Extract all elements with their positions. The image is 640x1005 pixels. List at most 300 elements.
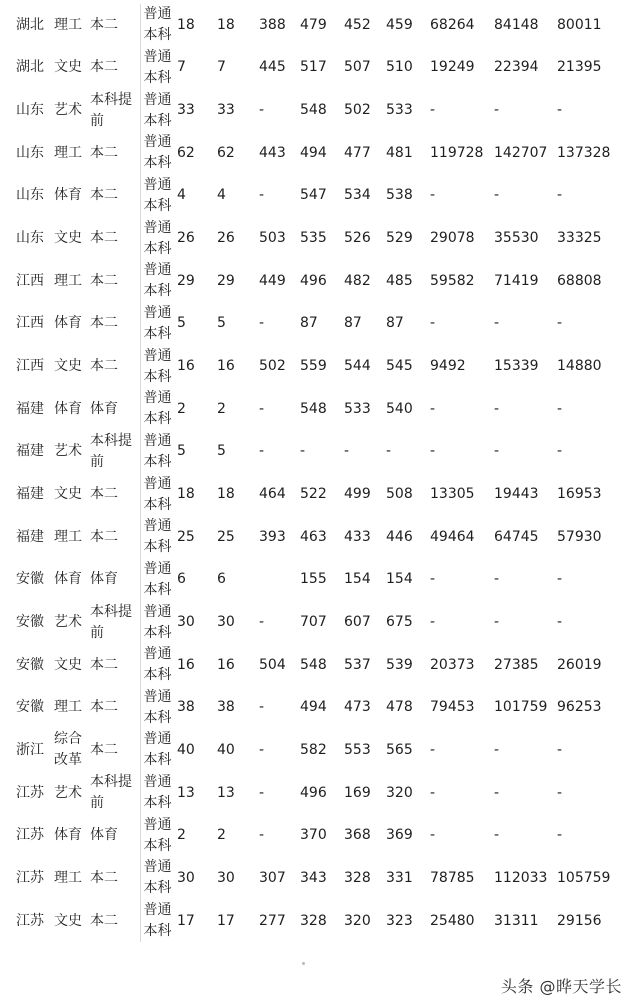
cell-max-score: 707 <box>300 614 327 631</box>
cell-avg-rank: 33325 <box>557 230 602 247</box>
cell-avg-score: 510 <box>386 59 413 76</box>
cell-min-rank: - <box>430 571 436 588</box>
cell-max-rank: 64745 <box>494 528 539 545</box>
cell-enrolled: 16 <box>217 656 235 673</box>
cell-max-score: 517 <box>300 59 327 76</box>
cell-plan: 17 <box>177 912 195 929</box>
cell-min-rank: - <box>430 614 436 631</box>
cell-control-line: 393 <box>259 528 286 545</box>
cell-min-score: 537 <box>344 656 371 673</box>
cell-max-score: 87 <box>300 315 318 332</box>
cell-avg-rank: - <box>557 443 563 460</box>
cell-control-line: 504 <box>259 656 286 673</box>
cell-category: 普通本科 <box>140 345 177 388</box>
cell-control-line: - <box>259 784 265 801</box>
cell-plan: 30 <box>177 869 195 886</box>
cell-subject: 理工 <box>54 869 82 886</box>
cell-category: 普通本科 <box>140 217 177 260</box>
cell-max-rank: 15339 <box>494 358 539 375</box>
cell-subject: 体育 <box>54 571 82 588</box>
cell-avg-rank: 68808 <box>557 272 602 289</box>
cell-avg-score: 478 <box>386 699 413 716</box>
cell-control-line: 464 <box>259 486 286 503</box>
cell-min-rank: 59582 <box>430 272 475 289</box>
cell-batch: 本科提前 <box>90 91 132 129</box>
cell-plan: 30 <box>177 614 195 631</box>
cell-enrolled: 5 <box>217 315 226 332</box>
cell-subject: 艺术 <box>54 102 82 119</box>
cell-batch: 体育 <box>90 571 118 588</box>
cell-category: 普通本科 <box>140 303 177 346</box>
cell-batch: 本二 <box>90 315 118 332</box>
cell-enrolled: 2 <box>217 400 226 417</box>
cell-control-line: 388 <box>259 16 286 33</box>
cell-province: 湖北 <box>16 16 44 33</box>
cell-plan: 26 <box>177 230 195 247</box>
cell-avg-score: 529 <box>386 230 413 247</box>
cell-avg-score: 675 <box>386 614 413 631</box>
cell-min-rank: 20373 <box>430 656 475 673</box>
cell-avg-rank: 29156 <box>557 912 602 929</box>
cell-avg-rank: 96253 <box>557 699 602 716</box>
cell-batch: 本科提前 <box>90 774 132 812</box>
cell-min-rank: - <box>430 827 436 844</box>
cell-min-rank: 49464 <box>430 528 475 545</box>
cell-control-line: - <box>259 102 265 119</box>
cell-max-score: 155 <box>300 571 327 588</box>
cell-subject: 文史 <box>54 486 82 503</box>
cell-province: 安徽 <box>16 699 44 716</box>
cell-max-score: 548 <box>300 656 327 673</box>
cell-avg-rank: - <box>557 784 563 801</box>
cell-province: 福建 <box>16 443 44 460</box>
cell-control-line: 307 <box>259 869 286 886</box>
cell-min-score: 544 <box>344 358 371 375</box>
cell-control-line: - <box>259 400 265 417</box>
cell-max-rank: 27385 <box>494 656 539 673</box>
cell-plan: 18 <box>177 486 195 503</box>
cell-min-rank: 19249 <box>430 59 475 76</box>
cell-max-score: 343 <box>300 869 327 886</box>
cell-batch: 本二 <box>90 486 118 503</box>
cell-subject: 理工 <box>54 528 82 545</box>
cell-enrolled: 18 <box>217 486 235 503</box>
cell-avg-score: 508 <box>386 486 413 503</box>
cell-enrolled: 13 <box>217 784 235 801</box>
table-row <box>0 89 640 132</box>
cell-category: 普通本科 <box>140 4 177 47</box>
cell-min-score: 477 <box>344 144 371 161</box>
cell-province: 福建 <box>16 486 44 503</box>
cell-max-rank: 19443 <box>494 486 539 503</box>
cell-enrolled: 5 <box>217 443 226 460</box>
cell-enrolled: 38 <box>217 699 235 716</box>
cell-control-line: 443 <box>259 144 286 161</box>
cell-province: 山东 <box>16 187 44 204</box>
table-row <box>0 644 640 687</box>
cell-subject: 体育 <box>54 315 82 332</box>
cell-province: 江西 <box>16 272 44 289</box>
cell-min-score: 502 <box>344 102 371 119</box>
table-row <box>0 601 640 644</box>
cell-min-score: 169 <box>344 784 371 801</box>
cell-max-score: 479 <box>300 16 327 33</box>
cell-control-line: 502 <box>259 358 286 375</box>
table-row <box>0 132 640 175</box>
cell-plan: 38 <box>177 699 195 716</box>
cell-max-score: 547 <box>300 187 327 204</box>
table-row <box>0 303 640 346</box>
cell-province: 安徽 <box>16 656 44 673</box>
cell-plan: 7 <box>177 59 186 76</box>
cell-max-score: 548 <box>300 102 327 119</box>
cell-plan: 5 <box>177 315 186 332</box>
cell-max-score: 328 <box>300 912 327 929</box>
cell-enrolled: 2 <box>217 827 226 844</box>
cell-subject: 体育 <box>54 827 82 844</box>
cell-province: 江苏 <box>16 827 44 844</box>
cell-category: 普通本科 <box>140 89 177 132</box>
table-row <box>0 175 640 218</box>
cell-avg-rank: - <box>557 614 563 631</box>
page-dot <box>302 962 305 965</box>
cell-avg-score: 446 <box>386 528 413 545</box>
cell-avg-score: 565 <box>386 741 413 758</box>
table-row <box>0 260 640 303</box>
table-row <box>0 772 640 815</box>
cell-batch: 本二 <box>90 144 118 161</box>
cell-enrolled: 25 <box>217 528 235 545</box>
cell-max-score: - <box>300 443 306 460</box>
cell-max-score: 496 <box>300 272 327 289</box>
cell-min-rank: 9492 <box>430 358 466 375</box>
cell-avg-rank: 26019 <box>557 656 602 673</box>
cell-batch: 本二 <box>90 59 118 76</box>
table-row <box>0 559 640 602</box>
cell-min-rank: 78785 <box>430 869 475 886</box>
cell-province: 江苏 <box>16 784 44 801</box>
cell-batch: 体育 <box>90 827 118 844</box>
cell-min-rank: 119728 <box>430 144 484 161</box>
cell-avg-rank: 16953 <box>557 486 602 503</box>
cell-min-score: - <box>344 443 350 460</box>
cell-min-score: 473 <box>344 699 371 716</box>
cell-category: 普通本科 <box>140 559 177 602</box>
cell-batch: 本二 <box>90 869 118 886</box>
cell-category: 普通本科 <box>140 260 177 303</box>
cell-category: 普通本科 <box>140 900 177 943</box>
cell-plan: 13 <box>177 784 195 801</box>
cell-batch: 本二 <box>90 528 118 545</box>
cell-batch: 本二 <box>90 187 118 204</box>
cell-batch: 本二 <box>90 16 118 33</box>
cell-min-score: 482 <box>344 272 371 289</box>
cell-avg-score: 320 <box>386 784 413 801</box>
table-row <box>0 47 640 90</box>
cell-avg-rank: 21395 <box>557 59 602 76</box>
cell-control-line: - <box>259 827 265 844</box>
cell-max-rank: - <box>494 443 500 460</box>
cell-plan: 62 <box>177 144 195 161</box>
cell-min-score: 533 <box>344 400 371 417</box>
cell-min-score: 433 <box>344 528 371 545</box>
cell-enrolled: 29 <box>217 272 235 289</box>
cell-avg-score: 485 <box>386 272 413 289</box>
cell-plan: 16 <box>177 656 195 673</box>
cell-batch: 本二 <box>90 358 118 375</box>
cell-min-score: 507 <box>344 59 371 76</box>
cell-enrolled: 7 <box>217 59 226 76</box>
cell-max-rank: - <box>494 400 500 417</box>
cell-max-rank: - <box>494 315 500 332</box>
cell-avg-score: 87 <box>386 315 404 332</box>
cell-avg-score: 538 <box>386 187 413 204</box>
cell-min-score: 328 <box>344 869 371 886</box>
cell-enrolled: 33 <box>217 102 235 119</box>
cell-subject: 理工 <box>54 16 82 33</box>
cell-min-rank: - <box>430 784 436 801</box>
cell-control-line: - <box>259 443 265 460</box>
cell-plan: 6 <box>177 571 186 588</box>
cell-avg-rank: - <box>557 400 563 417</box>
cell-avg-score: 545 <box>386 358 413 375</box>
cell-plan: 2 <box>177 827 186 844</box>
cell-max-rank: 101759 <box>494 699 548 716</box>
cell-avg-rank: 105759 <box>557 869 611 886</box>
cell-province: 江苏 <box>16 869 44 886</box>
cell-enrolled: 18 <box>217 16 235 33</box>
cell-province: 浙江 <box>16 741 44 758</box>
cell-avg-score: 369 <box>386 827 413 844</box>
cell-max-rank: 84148 <box>494 16 539 33</box>
cell-max-score: 494 <box>300 144 327 161</box>
cell-max-score: 496 <box>300 784 327 801</box>
cell-max-rank: - <box>494 571 500 588</box>
cell-batch: 体育 <box>90 400 118 417</box>
cell-avg-score: - <box>386 443 392 460</box>
cell-max-score: 559 <box>300 358 327 375</box>
cell-avg-score: 533 <box>386 102 413 119</box>
table-row <box>0 857 640 900</box>
admission-score-table <box>0 4 640 942</box>
cell-min-score: 499 <box>344 486 371 503</box>
cell-avg-score: 459 <box>386 16 413 33</box>
cell-subject: 理工 <box>54 699 82 716</box>
table-row <box>0 4 640 47</box>
cell-batch: 本二 <box>90 912 118 929</box>
cell-max-rank: - <box>494 614 500 631</box>
cell-max-score: 370 <box>300 827 327 844</box>
cell-enrolled: 30 <box>217 614 235 631</box>
cell-batch: 本二 <box>90 230 118 247</box>
cell-min-score: 607 <box>344 614 371 631</box>
cell-subject: 文史 <box>54 230 82 247</box>
cell-plan: 18 <box>177 16 195 33</box>
cell-avg-score: 539 <box>386 656 413 673</box>
cell-category: 普通本科 <box>140 47 177 90</box>
cell-plan: 25 <box>177 528 195 545</box>
cell-max-rank: - <box>494 102 500 119</box>
cell-province: 山东 <box>16 102 44 119</box>
cell-min-score: 553 <box>344 741 371 758</box>
cell-max-score: 548 <box>300 400 327 417</box>
cell-min-rank: 13305 <box>430 486 475 503</box>
cell-control-line: 449 <box>259 272 286 289</box>
cell-min-score: 526 <box>344 230 371 247</box>
cell-max-rank: 35530 <box>494 230 539 247</box>
table-row <box>0 729 640 772</box>
cell-max-rank: - <box>494 827 500 844</box>
cell-plan: 40 <box>177 741 195 758</box>
cell-category: 普通本科 <box>140 516 177 559</box>
cell-province: 福建 <box>16 528 44 545</box>
cell-enrolled: 17 <box>217 912 235 929</box>
table-row <box>0 900 640 943</box>
cell-enrolled: 30 <box>217 869 235 886</box>
table-row <box>0 687 640 730</box>
cell-enrolled: 4 <box>217 187 226 204</box>
cell-control-line: - <box>259 187 265 204</box>
cell-category: 普通本科 <box>140 473 177 516</box>
cell-province: 江西 <box>16 315 44 332</box>
cell-enrolled: 62 <box>217 144 235 161</box>
cell-control-line: 503 <box>259 230 286 247</box>
cell-category: 普通本科 <box>140 772 177 815</box>
cell-province: 福建 <box>16 400 44 417</box>
cell-category: 普通本科 <box>140 175 177 218</box>
cell-category: 普通本科 <box>140 857 177 900</box>
cell-avg-score: 540 <box>386 400 413 417</box>
cell-max-rank: - <box>494 187 500 204</box>
cell-subject: 体育 <box>54 400 82 417</box>
table-row <box>0 431 640 474</box>
cell-avg-score: 331 <box>386 869 413 886</box>
cell-category: 普通本科 <box>140 729 177 772</box>
cell-max-rank: 112033 <box>494 869 548 886</box>
cell-avg-score: 481 <box>386 144 413 161</box>
cell-avg-rank: - <box>557 187 563 204</box>
cell-max-rank: 22394 <box>494 59 539 76</box>
cell-batch: 本科提前 <box>90 603 132 641</box>
table-row <box>0 516 640 559</box>
cell-category: 普通本科 <box>140 814 177 857</box>
cell-min-rank: - <box>430 741 436 758</box>
table-row <box>0 388 640 431</box>
cell-province: 安徽 <box>16 614 44 631</box>
cell-enrolled: 26 <box>217 230 235 247</box>
cell-province: 山东 <box>16 144 44 161</box>
cell-min-score: 154 <box>344 571 371 588</box>
cell-min-rank: 68264 <box>430 16 475 33</box>
cell-province: 山东 <box>16 230 44 247</box>
cell-category: 普通本科 <box>140 644 177 687</box>
cell-min-rank: - <box>430 400 436 417</box>
cell-subject: 艺术 <box>54 614 82 631</box>
cell-control-line: - <box>259 699 265 716</box>
cell-control-line: 277 <box>259 912 286 929</box>
cell-subject: 理工 <box>54 144 82 161</box>
table-row <box>0 473 640 516</box>
cell-min-score: 534 <box>344 187 371 204</box>
cell-province: 江西 <box>16 358 44 375</box>
cell-batch: 本二 <box>90 656 118 673</box>
cell-province: 湖北 <box>16 59 44 76</box>
cell-avg-rank: 137328 <box>557 144 611 161</box>
cell-subject: 文史 <box>54 59 82 76</box>
cell-category: 普通本科 <box>140 132 177 175</box>
cell-subject: 文史 <box>54 358 82 375</box>
cell-avg-rank: 80011 <box>557 16 602 33</box>
table-row <box>0 345 640 388</box>
cell-min-score: 320 <box>344 912 371 929</box>
cell-min-rank: - <box>430 102 436 119</box>
watermark: 头条 @晔天学长 <box>500 977 622 996</box>
cell-batch: 本二 <box>90 272 118 289</box>
cell-category: 普通本科 <box>140 601 177 644</box>
cell-province: 江苏 <box>16 912 44 929</box>
cell-province: 安徽 <box>16 571 44 588</box>
cell-max-score: 535 <box>300 230 327 247</box>
cell-min-rank: 79453 <box>430 699 475 716</box>
cell-avg-rank: - <box>557 571 563 588</box>
cell-category: 普通本科 <box>140 388 177 431</box>
cell-control-line: - <box>259 614 265 631</box>
cell-subject: 文史 <box>54 912 82 929</box>
cell-category: 普通本科 <box>140 687 177 730</box>
cell-control-line: - <box>259 315 265 332</box>
cell-avg-rank: - <box>557 741 563 758</box>
cell-control-line: 445 <box>259 59 286 76</box>
cell-batch: 本二 <box>90 741 118 758</box>
cell-enrolled: 40 <box>217 741 235 758</box>
cell-min-rank: 25480 <box>430 912 475 929</box>
table-row <box>0 814 640 857</box>
cell-plan: 4 <box>177 187 186 204</box>
cell-min-rank: 29078 <box>430 230 475 247</box>
cell-subject: 理工 <box>54 272 82 289</box>
cell-max-score: 463 <box>300 528 327 545</box>
cell-avg-rank: - <box>557 315 563 332</box>
cell-category: 普通本科 <box>140 431 177 474</box>
cell-plan: 29 <box>177 272 195 289</box>
cell-subject: 艺术 <box>54 443 82 460</box>
cell-min-score: 87 <box>344 315 362 332</box>
cell-plan: 2 <box>177 400 186 417</box>
cell-max-rank: - <box>494 741 500 758</box>
cell-min-rank: - <box>430 443 436 460</box>
cell-plan: 5 <box>177 443 186 460</box>
cell-subject: 体育 <box>54 187 82 204</box>
table-row <box>0 217 640 260</box>
cell-subject: 艺术 <box>54 784 82 801</box>
cell-avg-score: 154 <box>386 571 413 588</box>
cell-max-score: 522 <box>300 486 327 503</box>
cell-min-rank: - <box>430 187 436 204</box>
cell-batch: 本二 <box>90 699 118 716</box>
cell-max-score: 494 <box>300 699 327 716</box>
cell-min-score: 452 <box>344 16 371 33</box>
cell-min-score: 368 <box>344 827 371 844</box>
cell-control-line <box>259 559 300 602</box>
cell-plan: 16 <box>177 358 195 375</box>
cell-avg-rank: - <box>557 827 563 844</box>
cell-max-rank: 142707 <box>494 144 548 161</box>
cell-batch: 本科提前 <box>90 432 132 470</box>
cell-subject: 综合改革 <box>54 731 82 769</box>
cell-max-rank: 71419 <box>494 272 539 289</box>
cell-avg-rank: - <box>557 102 563 119</box>
cell-subject: 文史 <box>54 656 82 673</box>
